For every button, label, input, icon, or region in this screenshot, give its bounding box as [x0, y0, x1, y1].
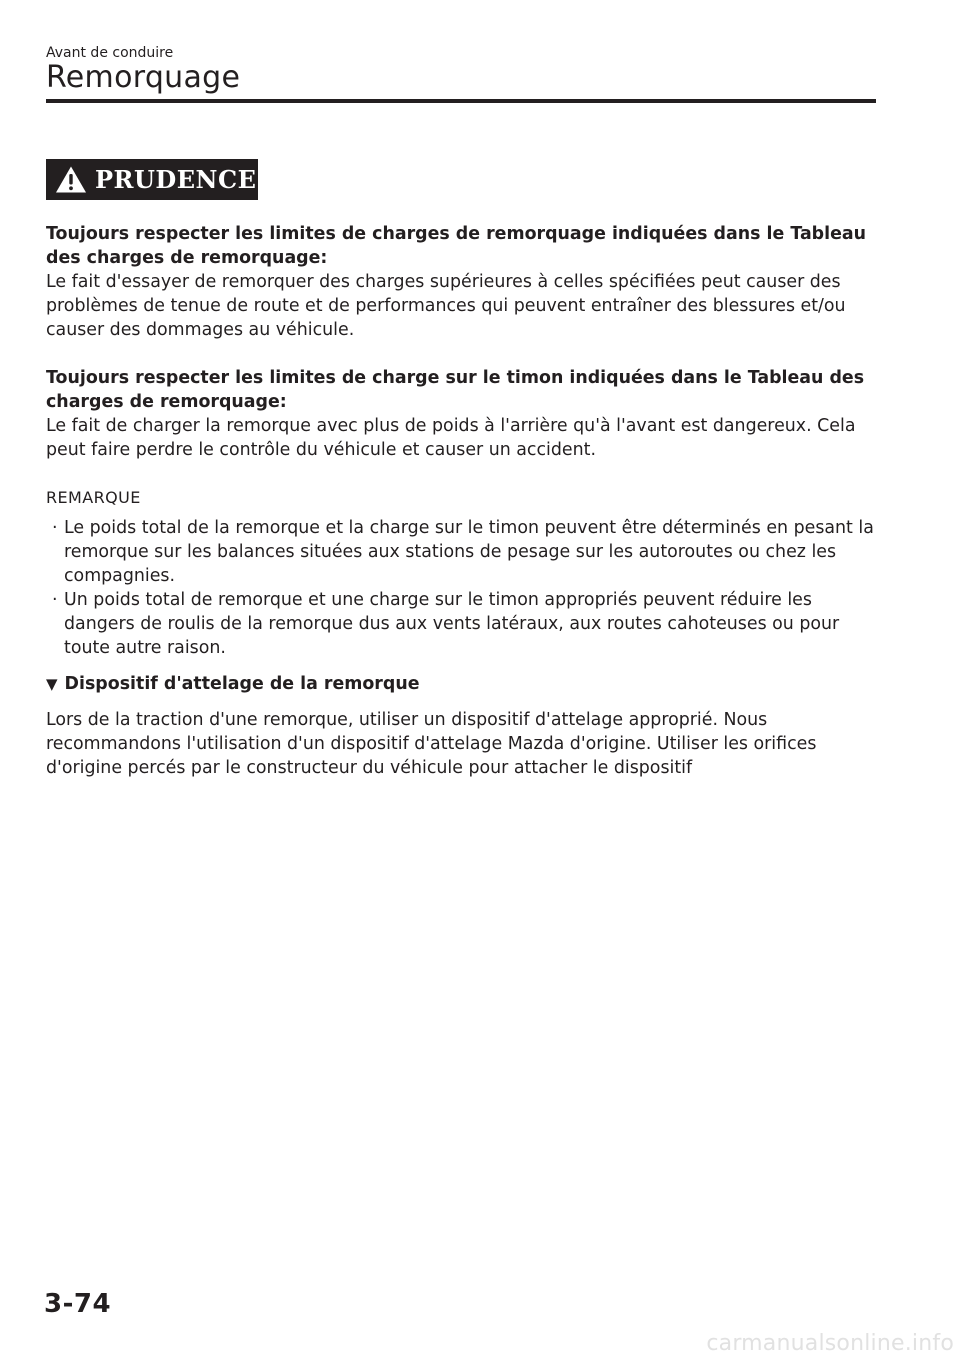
bullet-icon: ·: [52, 518, 58, 538]
caution-block: [46, 366, 874, 462]
subsection-title: Dispositif d'attelage de la remorque: [64, 674, 420, 694]
list-item: [46, 588, 874, 660]
caution-label: PRUDENCE: [95, 165, 257, 194]
caution-body: Le fait d'essayer de remorquer des charges supérieures à celles spécifiées peut causer des problèmes de tenue de route et de performances qui peuvent entraîner des blessures et/ou causer des dommages au véhicule.: [46, 272, 846, 340]
subsection-body: Lors de la traction d'une remorque, utiliser un dispositif d'attelage approprié. Nous recommandons l'utilisation d'un dispositif d'attelage Mazda d'origine. Utiliser les orifices d'origine percés par le constructeur du véhicule pour attacher le dispositif: [46, 710, 817, 778]
triangle-down-icon: ▼: [46, 675, 58, 693]
note-title: REMARQUE: [46, 488, 141, 507]
caution-heading: Toujours respecter les limites de charges de remorquage indiquées dans le Tableau des charges de remorquage:: [46, 224, 866, 268]
watermark: carmanualsonline.info: [706, 1331, 954, 1356]
caution-heading: Toujours respecter les limites de charge sur le timon indiquées dans le Tableau des charges de remorquage:: [46, 368, 865, 412]
page-content: [46, 222, 874, 780]
caution-body: Le fait de charger la remorque avec plus de poids à l'arrière qu'à l'avant est dangereux. Cela peut faire perdre le contrôle du véhicule et causer un accident.: [46, 416, 856, 460]
bullet-icon: ·: [52, 590, 58, 610]
caution-block: [46, 222, 874, 342]
page-number: 3-74: [44, 1289, 112, 1319]
subsection-heading: [46, 672, 874, 696]
caution-badge: [46, 159, 258, 200]
note-item-text: Le poids total de la remorque et la charge sur le timon peuvent être déterminés en pesant la remorque sur les balances situées aux stations de pesage sur les autoroutes ou chez les compagnies.: [64, 518, 874, 586]
page-header: [46, 44, 876, 103]
warning-triangle-icon: [55, 165, 87, 194]
page-title: Remorquage: [46, 60, 241, 95]
header-divider: [46, 99, 876, 103]
note-item-text: Un poids total de remorque et une charge sur le timon appropriés peuvent réduire les dangers de roulis de la remorque dus aux vents latéraux, aux routes cahoteuses ou pour toute autre raison.: [64, 590, 840, 658]
list-item: [46, 516, 874, 588]
section-label: Avant de conduire: [46, 45, 174, 61]
note-list: [46, 516, 874, 660]
